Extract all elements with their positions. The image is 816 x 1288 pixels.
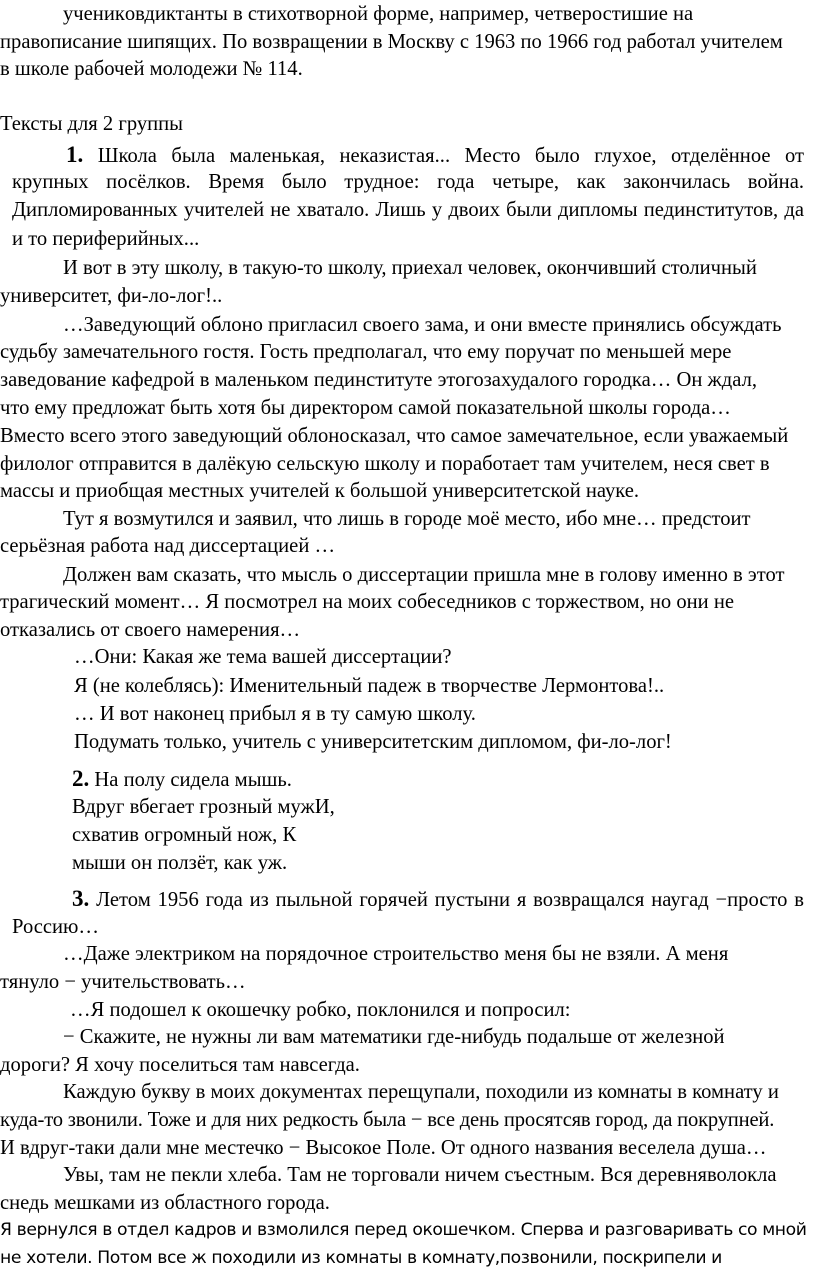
text3-line-3: …Даже электриком на порядочное строительство меня бы не взяли. А меня <box>63 943 729 965</box>
text1-line-12: филолог отправится в далёкую сельскую школу и поработает там учителем, неся свет в <box>0 453 770 475</box>
intro-line-3: в школе рабочей молодежи № 114. <box>0 58 303 80</box>
text1-line-21: … И вот наконец прибыл я в ту самую школу. <box>74 703 476 725</box>
text1-line-22: Подумать только, учитель с университетским дипломом, фи-ло-лог! <box>74 731 672 753</box>
text3-line-12: снедь мешками из областного города. <box>0 1192 330 1214</box>
text1-line-10: что ему предложат быть хотя бы директором самой показательной школы города… <box>0 397 731 419</box>
text1-line-13: массы и приобщая местных учителей к большой университетской науке. <box>0 480 640 502</box>
text1-line-15: серьёзная работа над диссертацией … <box>0 535 336 557</box>
text1-line-19: …Они: Какая же тема вашей диссертации? <box>74 646 452 668</box>
text1-line-11: Вместо всего этого заведующий облоносказал, что самое замечательное, если уважаемый <box>0 425 789 447</box>
text3-line-11: Увы, там не пекли хлеба. Там не торговали ничем съестным. Вся деревняволокла <box>63 1164 777 1186</box>
text1-line-17: трагический момент… Я посмотрел на моих собеседников с торжеством, но они не <box>0 591 735 613</box>
intro-line-2: правописание шипящих. По возвращении в Москву с 1963 по 1966 год работал учителем <box>0 31 783 53</box>
text2-line-4: мыши он ползёт, как уж. <box>72 852 288 874</box>
text2-line-2: Вдруг вбегает грозный мужИ, <box>72 796 335 818</box>
text1-line-1-text: Школа была маленькая, неказистая... Место было глухое, отделённое от <box>97 145 804 167</box>
text1-line-14: Тут я возмутился и заявил, что лишь в городе моё место, ибо мне… предстоит <box>63 508 751 530</box>
text1-line-7: …Заведующий облоно пригласил своего зама, и они вместе принялись обсуждать <box>63 314 782 336</box>
text2-line-1 <box>72 767 292 791</box>
text2-line-1-text: На полу сидела мышь. <box>94 769 292 791</box>
text1-line-20: Я (не колеблясь): Именительный падеж в творчестве Лермонтова!.. <box>74 675 665 697</box>
text1-line-2: крупных посёлков. Время было трудное: года четыре, как закончилась война. <box>12 171 804 193</box>
text2-line-3: схватив огромный нож, К <box>72 824 297 846</box>
text3-line-4: тянуло − учительствовать… <box>0 971 246 993</box>
section-heading: Тексты для 2 группы <box>0 113 184 135</box>
text2-number: 2. <box>72 766 90 791</box>
text3-line-8: Каждую букву в моих документах перещупали, походили из комнаты в комнату и <box>63 1081 779 1103</box>
text1-line-4: и то периферийных... <box>12 228 200 250</box>
intro-line-1: ученикoвдиктанты в стихотворной форме, например, четверостишие на <box>63 3 694 25</box>
text1-line-9: заведование кафедрой в маленьком пединституте этогозахудалого городка… Он ждал, <box>0 369 757 391</box>
text3-line-7: дороги? Я хочу поселиться там навсегда. <box>0 1054 360 1076</box>
text1-line-18: отказались от своего намерения… <box>0 619 301 641</box>
text1-line-6: университет, фи-ло-лог!.. <box>0 285 223 307</box>
text3-line-2: Россию… <box>12 916 100 938</box>
text3-line-10: И вдруг-таки дали мне местечко − Высокое Поле. От одного названия веселела душа… <box>0 1137 767 1159</box>
text3-line-6: − Скажите, не нужны ли вам математики где-нибудь подальше от железной <box>63 1026 725 1048</box>
text3-number: 3. <box>72 886 90 911</box>
text1-line-1 <box>66 143 804 167</box>
text3-line-5: …Я подошел к окошечку робко, поклонился и попросил: <box>70 999 571 1021</box>
text3-line-1 <box>72 887 804 911</box>
text1-line-8: судьбу замечательного гостя. Гость предполагал, что ему поручат по меньшей мере <box>0 341 732 363</box>
text1-line-5: И вот в эту школу, в такую-то школу, приехал человек, окончивший столичный <box>63 257 757 279</box>
text1-line-3: Дипломированных учителей не хватало. Лишь у двоих были дипломы пединститутов, да <box>12 199 804 221</box>
text3-line-1-text: Летом 1956 года из пыльной горячей пустыни я возвращался наугад −просто в <box>96 889 804 911</box>
text3-line-13: Я вернулся в отдел кадров и взмолился перед окошечком. Сперва и разговаривать со мной <box>0 1220 807 1240</box>
text3-line-9: куда-то звонили. Тоже и для них редкость была − все день просятсяв город, да покрупней. <box>0 1109 775 1131</box>
text1-line-16: Должен вам сказать, что мысль о диссертации пришла мне в голову именно в этот <box>63 564 785 586</box>
text3-line-14: не хотели. Потом все ж походили из комнаты в комнату,позвонили, поскрипели и <box>0 1248 722 1268</box>
text1-number: 1. <box>66 142 84 167</box>
